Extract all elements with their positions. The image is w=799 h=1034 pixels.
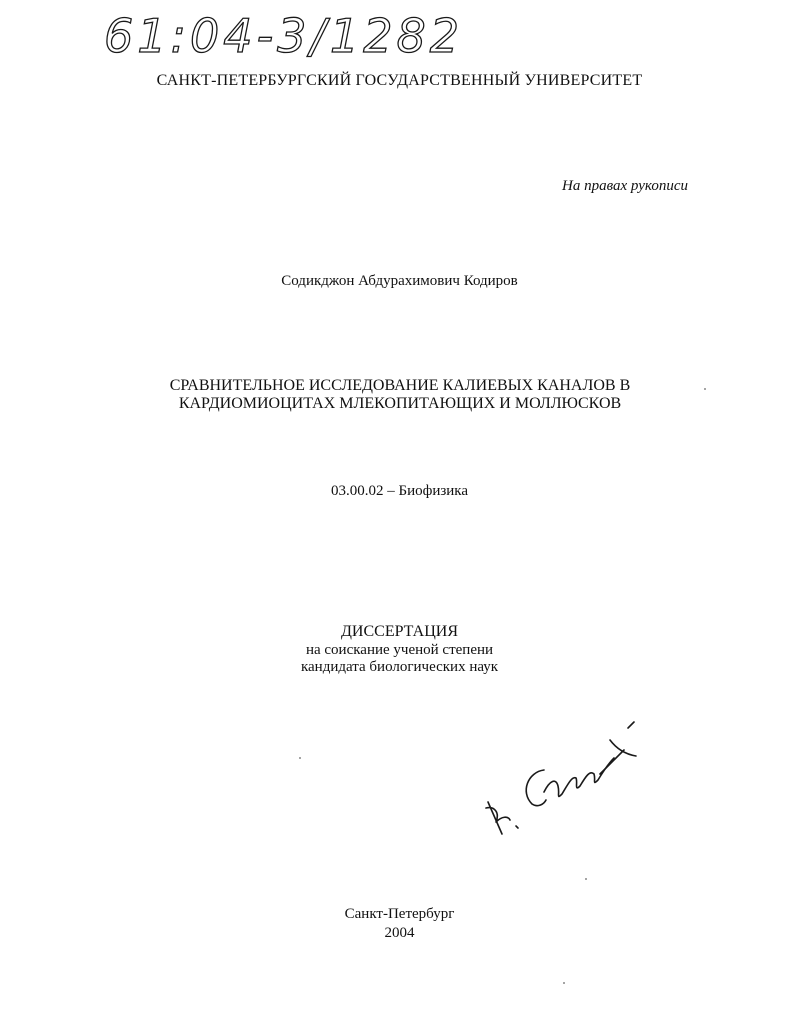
- shelfmark-text: 61:04-3/1282: [104, 9, 463, 63]
- city: Санкт-Петербург: [344, 906, 455, 922]
- handwritten-shelfmark: [100, 0, 520, 72]
- scan-speck: [299, 757, 301, 759]
- scan-speck: [563, 982, 565, 984]
- degree-line-1: на соискание ученой степени: [305, 642, 494, 658]
- title-line-1: СРАВНИТЕЛЬНОЕ ИССЛЕДОВАНИЕ КАЛИЕВЫХ КАНАЛОВ В: [169, 377, 631, 394]
- dissertation-title: [100, 377, 700, 413]
- year: 2004: [384, 925, 415, 941]
- handwritten-signature: [478, 700, 648, 850]
- place-and-year: [0, 905, 799, 943]
- degree-block: [0, 622, 799, 676]
- scan-speck: [585, 878, 587, 880]
- specialty-code: 03.00.02 – Биофизика: [330, 483, 469, 499]
- manuscript-rights-note: На правах рукописи: [562, 178, 688, 194]
- author-name: Содикджон Абдурахимович Кодиров: [281, 273, 518, 289]
- degree-line-2: кандидата биологических наук: [300, 659, 499, 675]
- university-name: САНКТ-ПЕТЕРБУРГСКИЙ ГОСУДАРСТВЕННЫЙ УНИВЕРСИТЕТ: [156, 72, 643, 89]
- degree-heading: ДИССЕРТАЦИЯ: [341, 623, 458, 640]
- title-line-2: КАРДИОМИОЦИТАХ МЛЕКОПИТАЮЩИХ И МОЛЛЮСКОВ: [178, 395, 622, 412]
- scan-speck: [704, 388, 706, 390]
